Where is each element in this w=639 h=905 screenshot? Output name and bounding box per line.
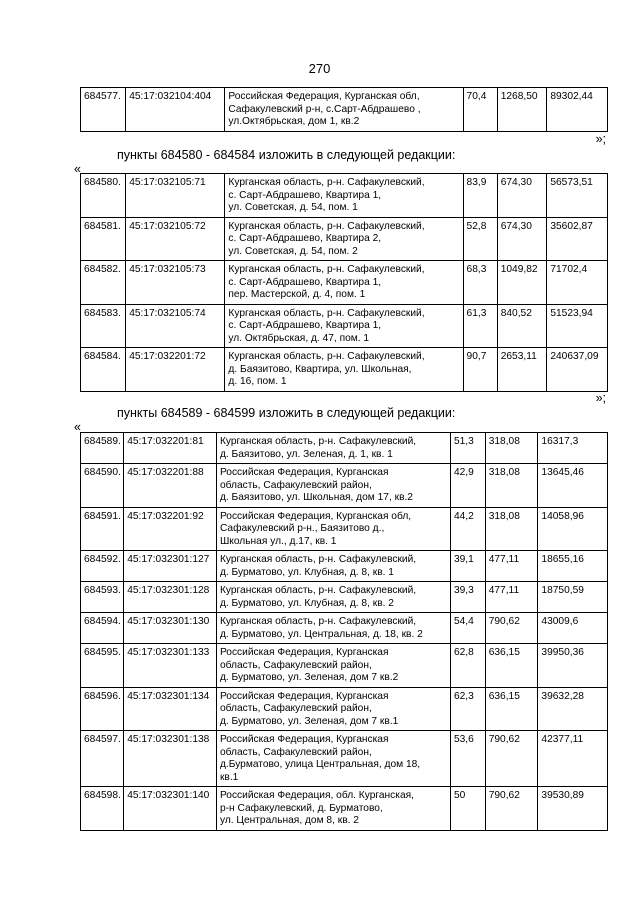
area-cell: 53,6: [450, 731, 485, 787]
address-line: Российская Федерация, Курганская: [219, 690, 389, 702]
address-line: область, Сафакулевский район,: [219, 703, 372, 714]
cadastral-number-cell: 45:17:032201:72: [126, 348, 225, 392]
address-cell: [216, 464, 450, 508]
address-line: область, Сафакулевский район,: [219, 746, 372, 758]
table-row: [81, 261, 608, 305]
address-line: с. Сарт-Абдрашево, Квартира 1,: [228, 189, 382, 201]
cadastral-number-cell: 45:17:032104:404: [126, 88, 225, 132]
table-row: [81, 731, 608, 787]
area-cell: 70,4: [463, 88, 497, 132]
rate-cell: 790,62: [485, 613, 538, 644]
address-cell: [225, 304, 463, 348]
address-cell: [225, 88, 463, 132]
row-number-cell: 684590.: [81, 464, 124, 508]
address-line: область, Сафакулевский район,: [219, 479, 372, 491]
row-number-cell: 684595.: [81, 644, 124, 688]
address-line: д. Бурматово, ул. Зеленая, дом 7 кв.2: [219, 672, 399, 683]
address-line: Курганская область, р-н. Сафакулевский,: [228, 177, 425, 188]
cadastral-number-cell: 45:17:032105:74: [126, 304, 225, 348]
table-row: [81, 687, 608, 731]
address-cell: [225, 174, 463, 218]
row-number-cell: 684581.: [81, 217, 126, 261]
address-cell: [216, 687, 450, 731]
cadastral-value-cell: 18655,16: [538, 551, 608, 582]
opening-quote: «: [74, 420, 81, 434]
address-line: д.Бурматово, улица Центральная, дом 18,: [219, 759, 421, 770]
address-line: Школьная ул., д.17, кв. 1: [219, 535, 337, 547]
area-cell: 54,4: [450, 613, 485, 644]
address-line: Курганская область, р-н. Сафакулевский,: [219, 554, 417, 565]
address-line: Российская Федерация, Курганская: [219, 467, 389, 478]
cadastral-value-cell: 240637,09: [547, 348, 608, 392]
address-cell: [216, 582, 450, 613]
address-line: Курганская область, р-н. Сафакулевский,: [228, 264, 425, 275]
cadastral-number-cell: 45:17:032201:81: [124, 433, 217, 464]
cadastral-number-cell: 45:17:032301:140: [124, 787, 217, 831]
property-table-top: [80, 87, 608, 132]
cadastral-number-cell: 45:17:032105:71: [126, 174, 225, 218]
closing-quote: »;: [595, 391, 606, 405]
rate-cell: 2653,11: [497, 348, 547, 392]
cadastral-number-cell: 45:17:032301:134: [124, 687, 217, 731]
row-number-cell: 684596.: [81, 687, 124, 731]
row-number-cell: 684593.: [81, 582, 124, 613]
rate-cell: 840,52: [497, 304, 547, 348]
cadastral-value-cell: 13645,46: [538, 464, 608, 508]
table-row: [81, 304, 608, 348]
address-line: д. Бурматово, ул. Клубная, д. 8, кв. 2: [219, 597, 394, 609]
row-number-cell: 684582.: [81, 261, 126, 305]
cadastral-value-cell: 51523,94: [547, 304, 608, 348]
cadastral-number-cell: 45:17:032201:92: [124, 507, 217, 551]
table-row: [81, 88, 608, 132]
address-line: Российская Федерация, обл. Курганская,: [219, 790, 414, 801]
address-line: с. Сарт-Абдрашево, Квартира 1,: [228, 276, 382, 288]
address-cell: [225, 348, 463, 392]
cadastral-value-cell: 42377,11: [538, 731, 608, 787]
table-row: [81, 582, 608, 613]
address-cell: [225, 261, 463, 305]
area-cell: 51,3: [450, 433, 485, 464]
address-line: д. Бурматово, ул. Центральная, д. 18, кв. 2: [219, 628, 423, 640]
table-row: [81, 433, 608, 464]
amendment-paragraph-2: пункты 684589 - 684599 изложить в следующей редакции:: [117, 406, 456, 420]
rate-cell: 318,08: [485, 433, 538, 464]
address-line: область, Сафакулевский район,: [219, 659, 372, 671]
row-number-cell: 684598.: [81, 787, 124, 831]
property-table-684589-684599: [80, 432, 608, 831]
row-number-cell: 684589.: [81, 433, 124, 464]
area-cell: 42,9: [450, 464, 485, 508]
row-number-cell: 684592.: [81, 551, 124, 582]
cadastral-value-cell: 16317,3: [538, 433, 608, 464]
address-cell: [216, 507, 450, 551]
cadastral-number-cell: 45:17:032301:127: [124, 551, 217, 582]
table-row: [81, 217, 608, 261]
rate-cell: 318,08: [485, 464, 538, 508]
cadastral-value-cell: 14058,96: [538, 507, 608, 551]
cadastral-value-cell: 71702,4: [547, 261, 608, 305]
area-cell: 83,9: [463, 174, 497, 218]
rate-cell: 790,62: [485, 731, 538, 787]
rate-cell: 1268,50: [497, 88, 547, 132]
area-cell: 68,3: [463, 261, 497, 305]
cadastral-value-cell: 56573,51: [547, 174, 608, 218]
cadastral-number-cell: 45:17:032105:73: [126, 261, 225, 305]
table-row: [81, 348, 608, 392]
area-cell: 52,8: [463, 217, 497, 261]
area-cell: 50: [450, 787, 485, 831]
rate-cell: 477,11: [485, 551, 538, 582]
row-number-cell: 684597.: [81, 731, 124, 787]
rate-cell: 790,62: [485, 787, 538, 831]
address-line: д. Бурматово, ул. Клубная, д. 8, кв. 1: [219, 566, 394, 578]
address-cell: [216, 613, 450, 644]
cadastral-value-cell: 89302,44: [547, 88, 608, 132]
cadastral-value-cell: 39950,36: [538, 644, 608, 688]
address-line: д. Баязитово, ул. Школьная, дом 17, кв.2: [219, 492, 413, 503]
table-row: [81, 644, 608, 688]
address-line: д. Баязитово, Квартира, ул. Школьная,: [228, 363, 412, 375]
table-row: [81, 464, 608, 508]
row-number-cell: 684594.: [81, 613, 124, 644]
table-row: [81, 613, 608, 644]
address-line: д. Бурматово, ул. Зеленая, дом 7 кв.1: [219, 715, 399, 727]
table-row: [81, 551, 608, 582]
address-cell: [216, 731, 450, 787]
address-line: ул. Советская, д. 54, пом. 1: [228, 202, 358, 213]
address-line: ул.Октябрьская, дом 1, кв.2: [228, 116, 360, 127]
address-line: Курганская область, р-н. Сафакулевский,: [219, 616, 417, 627]
address-cell: [216, 787, 450, 831]
cadastral-value-cell: 39632,28: [538, 687, 608, 731]
rate-cell: 318,08: [485, 507, 538, 551]
address-line: д. 16, пом. 1: [228, 376, 287, 387]
address-line: пер. Мастерской, д. 4, пом. 1: [228, 289, 366, 300]
table-row: [81, 174, 608, 218]
address-line: Курганская область, р-н. Сафакулевский,: [219, 585, 417, 596]
closing-quote: »;: [595, 132, 606, 146]
table-row: [81, 787, 608, 831]
address-cell: [216, 644, 450, 688]
cadastral-value-cell: 39530,89: [538, 787, 608, 831]
area-cell: 44,2: [450, 507, 485, 551]
cadastral-value-cell: 43009,6: [538, 613, 608, 644]
area-cell: 62,3: [450, 687, 485, 731]
table-row: [81, 507, 608, 551]
address-line: Курганская область, р-н. Сафакулевский,: [228, 220, 425, 232]
area-cell: 62,8: [450, 644, 485, 688]
address-line: Сафакулевский р-н., Баязитово д.,: [219, 523, 385, 534]
rate-cell: 636,15: [485, 644, 538, 688]
address-line: Российская Федерация, Курганская обл,: [219, 510, 412, 522]
area-cell: 90,7: [463, 348, 497, 392]
row-number-cell: 684577.: [81, 88, 126, 132]
address-line: с. Сарт-Абдрашево, Квартира 1,: [228, 320, 382, 331]
rate-cell: 636,15: [485, 687, 538, 731]
address-cell: [225, 217, 463, 261]
address-line: Курганская область, р-н. Сафакулевский,: [228, 307, 425, 319]
address-line: ул. Советская, д. 54, пом. 2: [228, 245, 358, 257]
address-line: Российская Федерация, Курганская: [219, 647, 389, 658]
address-line: Сафакулевский р-н, с.Сарт-Абдрашево ,: [228, 103, 421, 115]
cadastral-value-cell: 18750,59: [538, 582, 608, 613]
address-line: Курганская область, р-н. Сафакулевский,: [219, 436, 417, 447]
rate-cell: 674,30: [497, 217, 547, 261]
address-line: ул. Октябрьская, д. 47, пом. 1: [228, 332, 370, 344]
rate-cell: 674,30: [497, 174, 547, 218]
row-number-cell: 684583.: [81, 304, 126, 348]
address-line: Российская Федерация, Курганская: [219, 734, 389, 745]
cadastral-number-cell: 45:17:032201:88: [124, 464, 217, 508]
property-table-684580-684584: [80, 173, 608, 392]
address-line: кв.1: [219, 771, 239, 783]
address-cell: [216, 551, 450, 582]
cadastral-number-cell: 45:17:032301:130: [124, 613, 217, 644]
address-line: р-н Сафакулевский, д. Бурматово,: [219, 802, 383, 814]
address-line: ул. Центральная, дом 8, кв. 2: [219, 815, 359, 826]
area-cell: 61,3: [463, 304, 497, 348]
cadastral-value-cell: 35602,87: [547, 217, 608, 261]
row-number-cell: 684591.: [81, 507, 124, 551]
cadastral-number-cell: 45:17:032301:138: [124, 731, 217, 787]
rate-cell: 477,11: [485, 582, 538, 613]
page-number: 270: [308, 61, 331, 76]
cadastral-number-cell: 45:17:032301:133: [124, 644, 217, 688]
address-line: д. Баязитово, ул. Зеленая, д. 1, кв. 1: [219, 448, 393, 460]
row-number-cell: 684580.: [81, 174, 126, 218]
address-cell: [216, 433, 450, 464]
address-line: Курганская область, р-н. Сафакулевский,: [228, 351, 425, 362]
opening-quote: «: [74, 162, 81, 176]
row-number-cell: 684584.: [81, 348, 126, 392]
cadastral-number-cell: 45:17:032301:128: [124, 582, 217, 613]
area-cell: 39,3: [450, 582, 485, 613]
rate-cell: 1049,82: [497, 261, 547, 305]
cadastral-number-cell: 45:17:032105:72: [126, 217, 225, 261]
area-cell: 39,1: [450, 551, 485, 582]
address-line: с. Сарт-Абдрашево, Квартира 2,: [228, 233, 382, 244]
address-line: Российская Федерация, Курганская обл,: [228, 91, 420, 102]
amendment-paragraph-1: пункты 684580 - 684584 изложить в следующей редакции:: [117, 148, 456, 162]
